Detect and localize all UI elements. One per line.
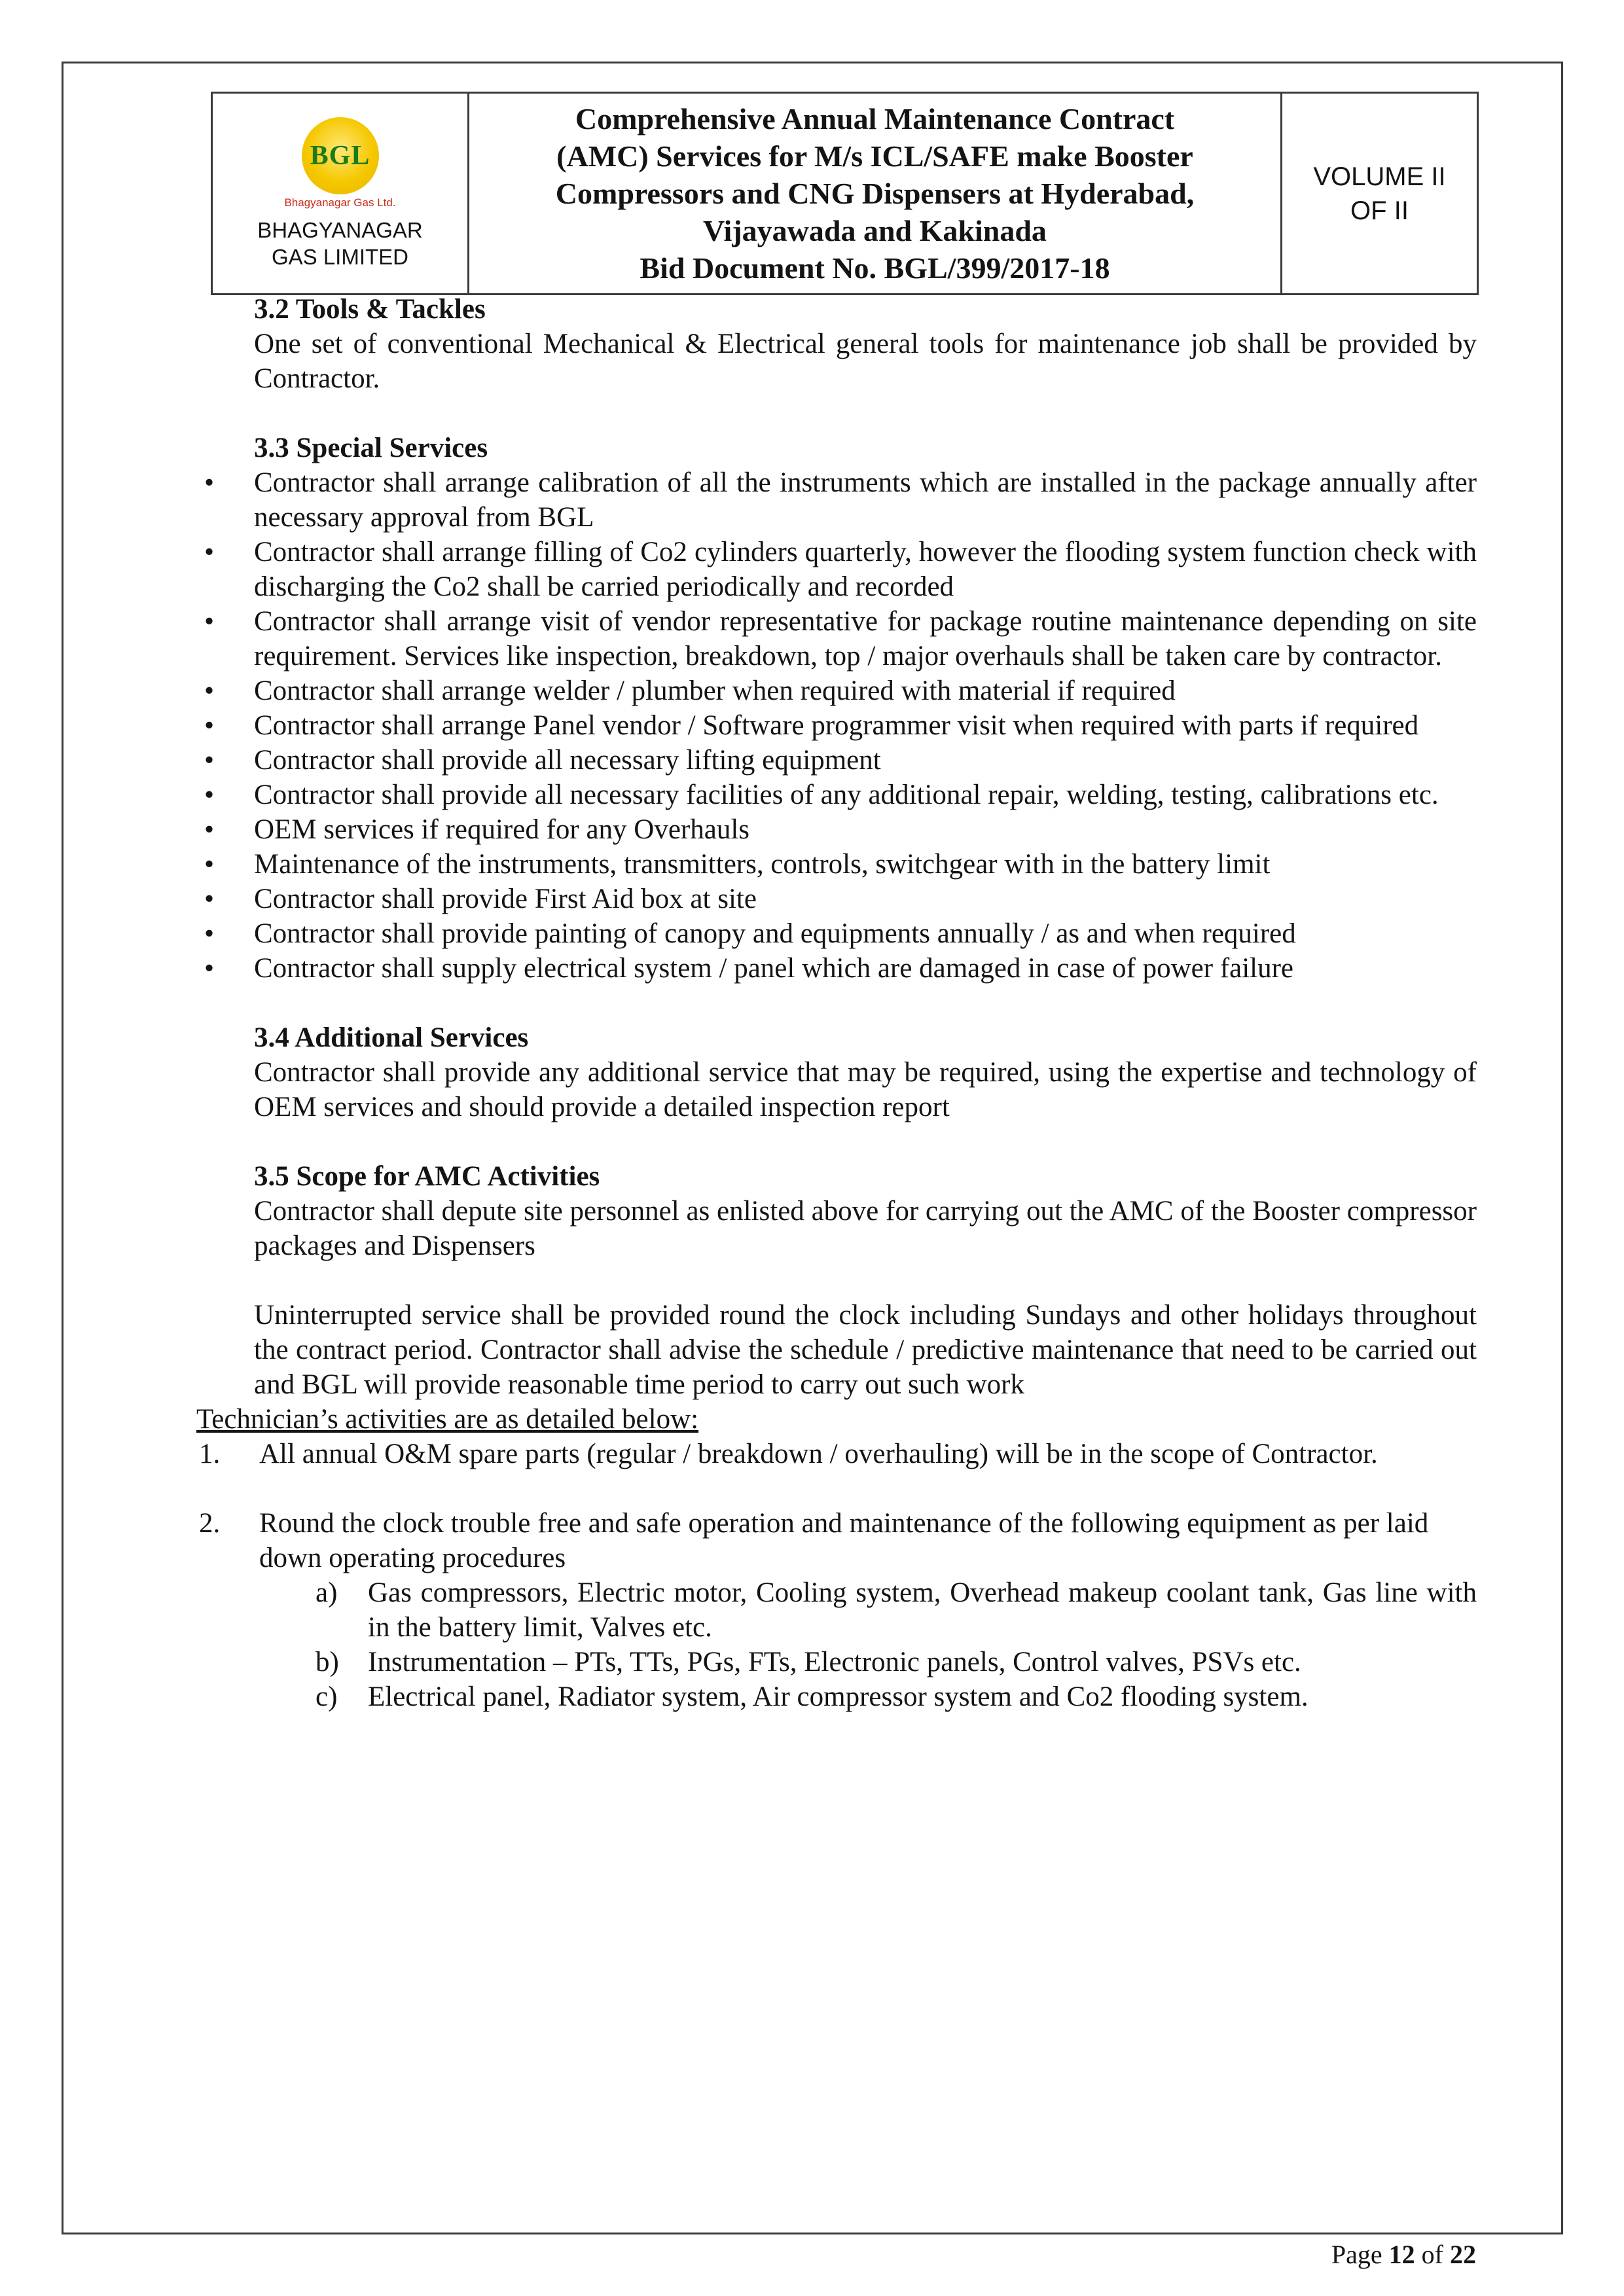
- footer-page-label: Page: [1331, 2240, 1389, 2269]
- doc-title-line-2: (AMC) Services for M/s ICL/SAFE make Booster: [556, 139, 1193, 173]
- section-3-2-paragraph: One set of conventional Mechanical & Electrical general tools for maintenance job shall be provided by Contractor.: [254, 329, 1477, 394]
- special-services-list: [196, 465, 1477, 986]
- header-volume-cell: [1282, 93, 1478, 295]
- sub-item-b: [196, 1645, 1477, 1679]
- section-heading-3-4: 3.4 Additional Services: [254, 1022, 529, 1053]
- sub-item-c-text: Electrical panel, Radiator system, Air compressor system and Co2 flooding system.: [368, 1681, 1308, 1712]
- bullet-item: • Maintenance of the instruments, transmitters, controls, switchgear with in the battery limit: [196, 847, 1477, 882]
- numbered-item-1: [196, 1437, 1477, 1471]
- bullet-item: • Contractor shall supply electrical system / panel which are damaged in case of power failure: [196, 951, 1477, 986]
- page-number: 12: [1388, 2240, 1415, 2269]
- org-name: BHAGYANAGAR GAS LIMITED: [257, 217, 423, 269]
- header-title-cell: [469, 93, 1282, 295]
- sub-item-c: [196, 1679, 1477, 1714]
- total-pages: 22: [1450, 2240, 1476, 2269]
- numbered-item-1-marker: 1.: [199, 1439, 221, 1469]
- bullet-item: • Contractor shall provide all necessary facilities of any additional repair, welding, testing, calibrations etc.: [196, 778, 1477, 812]
- numbered-item-2-text: Round the clock trouble free and safe operation and maintenance of the following equipment as per laid down operating procedures: [259, 1508, 1429, 1573]
- footer-of-label: of: [1415, 2240, 1450, 2269]
- volume-line-2: OF II: [1350, 196, 1409, 225]
- bullet-item: • Contractor shall arrange welder / plumber when required with material if required: [196, 673, 1477, 708]
- bullet-item: • Contractor shall provide painting of canopy and equipments annually / as and when required: [196, 916, 1477, 951]
- technician-activities-heading: Technician’s activities are as detailed below:: [196, 1404, 699, 1435]
- section-3-5-paragraph-2: Uninterrupted service shall be provided round the clock including Sundays and other holidays throughout the contract period. Contractor shall advise the schedule / predictive maintenance that need to be carried out and BGL will provide reasonable time period to carry out such work: [254, 1300, 1477, 1400]
- sub-item-a: [196, 1575, 1477, 1645]
- doc-title-line-3: Compressors and CNG Dispensers at Hyderabad,: [555, 177, 1195, 210]
- sub-item-b-marker: b): [316, 1647, 339, 1677]
- sub-item-c-marker: c): [316, 1681, 338, 1712]
- bgl-logo-icon: [302, 117, 379, 194]
- section-heading-3-3: 3.3 Special Services: [254, 433, 488, 463]
- bullet-item: • OEM services if required for any Overhauls: [196, 812, 1477, 847]
- bullet-item: • Contractor shall provide all necessary lifting equipment: [196, 743, 1477, 778]
- sub-item-a-marker: a): [316, 1577, 338, 1608]
- page-footer: [1331, 2238, 1476, 2271]
- header-logo-cell: [212, 93, 469, 295]
- section-3-5-paragraph-1: Contractor shall depute site personnel as enlisted above for carrying out the AMC of the Booster compressor packages and Dispensers: [254, 1196, 1477, 1261]
- sub-item-b-text: Instrumentation – PTs, TTs, PGs, FTs, Electronic panels, Control valves, PSVs etc.: [368, 1647, 1301, 1677]
- bid-document-number: Bid Document No. BGL/399/2017-18: [640, 251, 1110, 285]
- doc-title-line-1: Comprehensive Annual Maintenance Contract: [575, 102, 1175, 135]
- doc-title-line-4: Vijayawada and Kakinada: [703, 214, 1047, 247]
- section-heading-3-5: 3.5 Scope for AMC Activities: [254, 1161, 600, 1192]
- bullet-item: • Contractor shall arrange filling of Co2 cylinders quarterly, however the flooding system function check with discharging the Co2 shall be carried periodically and recorded: [196, 535, 1477, 604]
- logo-monogram: BGL: [310, 140, 370, 171]
- numbered-item-1-text: All annual O&M spare parts (regular / breakdown / overhauling) will be in the scope of Contractor.: [259, 1439, 1378, 1469]
- volume-line-1: VOLUME II: [1313, 162, 1446, 191]
- document-header: [211, 92, 1479, 295]
- bullet-item: • Contractor shall arrange Panel vendor / Software programmer visit when required with parts if required: [196, 708, 1477, 743]
- section-heading-3-2: 3.2 Tools & Tackles: [254, 294, 486, 325]
- section-3-4-paragraph: Contractor shall provide any additional service that may be required, using the expertise and technology of OEM services and should provide a detailed inspection report: [254, 1057, 1477, 1122]
- numbered-item-2: [196, 1506, 1477, 1575]
- logo-caption: Bhagyanagar Gas Ltd.: [284, 196, 396, 209]
- numbered-item-2-marker: 2.: [199, 1508, 221, 1539]
- bullet-item: • Contractor shall provide First Aid box at site: [196, 882, 1477, 916]
- sub-item-a-text: Gas compressors, Electric motor, Cooling system, Overhead makeup coolant tank, Gas line with in the battery limit, Valves etc.: [368, 1577, 1477, 1643]
- document-body: [196, 292, 1477, 1714]
- bullet-item: • Contractor shall arrange visit of vendor representative for package routine maintenance depending on site requirement. Services like inspection, breakdown, top / major overhauls shall be taken care by contractor.: [196, 604, 1477, 673]
- bullet-item: • Contractor shall arrange calibration of all the instruments which are installed in the package annually after necessary approval from BGL: [196, 465, 1477, 535]
